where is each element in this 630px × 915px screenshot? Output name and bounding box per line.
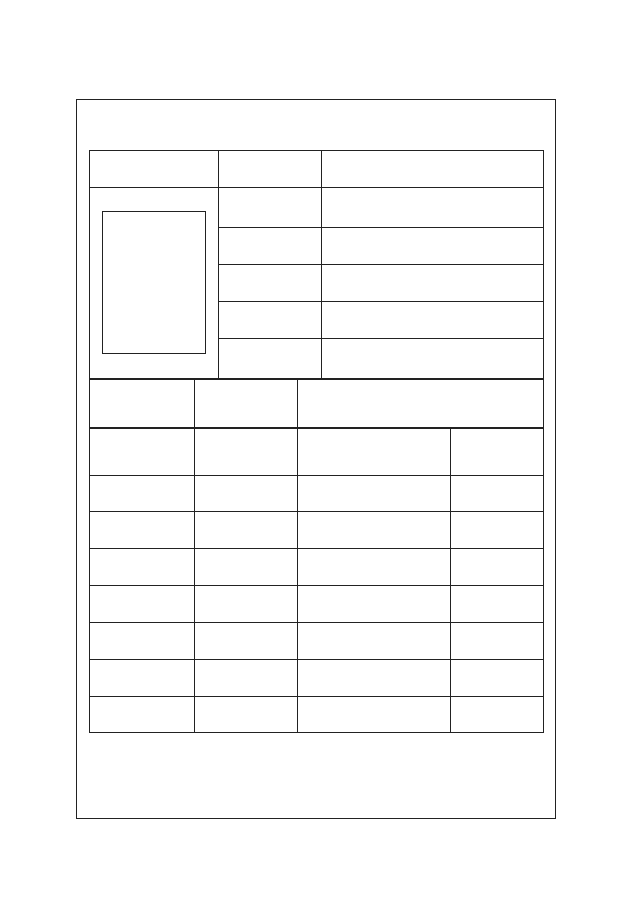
representatives-table-right-border [543, 428, 544, 733]
removal-table-column-divider [194, 378, 195, 428]
representatives-column-divider [297, 428, 298, 733]
removal-table-bottom-border [89, 427, 544, 429]
representatives-header-divider [89, 475, 544, 476]
seal-table-left-border [89, 150, 90, 379]
seal-table-right-border [543, 150, 544, 379]
seal-table-column-divider [218, 150, 219, 379]
seal-table-row-divider [218, 301, 544, 302]
removal-table-left-border [89, 378, 90, 428]
seal-table-bottom-border [89, 378, 544, 380]
seal-table-row-divider [218, 227, 544, 228]
seal-impression-box [102, 211, 206, 354]
representatives-column-divider [450, 428, 451, 733]
seal-table-column-divider [321, 150, 322, 379]
representatives-row-divider [89, 548, 544, 549]
form-frame [76, 99, 556, 819]
representatives-row-divider [89, 622, 544, 623]
representatives-column-divider [194, 428, 195, 733]
representatives-table-left-border [89, 428, 90, 733]
seal-table-top-border [89, 150, 544, 151]
representatives-row-divider [89, 659, 544, 660]
seal-table-row-divider [218, 338, 544, 339]
removal-table-column-divider [297, 378, 298, 428]
representatives-row-divider [89, 696, 544, 697]
representatives-row-divider [89, 585, 544, 586]
removal-table-right-border [543, 378, 544, 428]
representatives-table-bottom-border [89, 732, 544, 733]
seal-table-row-divider [89, 187, 544, 188]
seal-table-row-divider [218, 264, 544, 265]
representatives-row-divider [89, 511, 544, 512]
